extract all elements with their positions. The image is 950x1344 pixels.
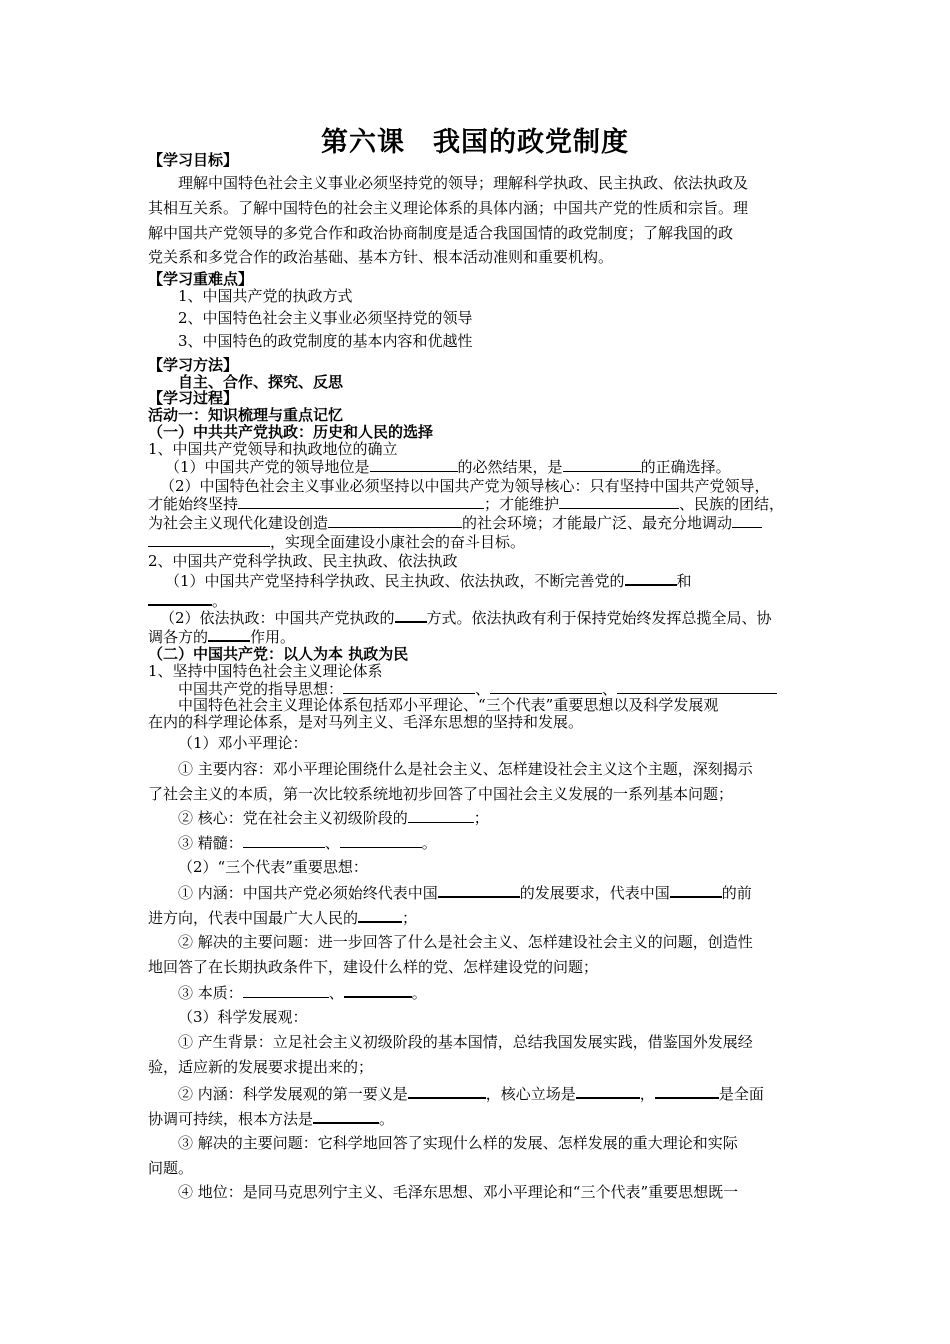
method-text: 自主、合作、探究、反思 (178, 373, 344, 391)
fill-line (148, 907, 417, 928)
fill-text: ； (402, 909, 418, 927)
fill-text: 调各方的 (148, 628, 209, 646)
fill-text: 和 (676, 572, 692, 590)
fill-text: ② 核心：党在社会主义初级阶段的 (178, 809, 408, 827)
answer-blank[interactable] (563, 457, 641, 472)
fill-text: ； (473, 809, 489, 827)
keypoints-header: 【学习重难点】 (148, 270, 254, 288)
fill-text: 中国共产党的指导思想： (178, 680, 344, 698)
section-heading: （二）中国共产党：以人为本 执政为民 (148, 645, 409, 663)
paragraph: ③ 解决的主要问题：它科学地回答了实现什么样的发展、怎样发展的重大理论和实际 (178, 1134, 738, 1152)
answer-blank[interactable] (732, 513, 762, 528)
fill-text: ，核心立场是 (485, 1085, 576, 1103)
answer-blank[interactable] (328, 513, 462, 528)
fill-line (148, 494, 784, 514)
fill-text: 、 (602, 680, 618, 698)
objectives-line: 其相互关系。了解中国特色的社会主义理论体系的具体内涵；中国共产党的性质和宗旨。理 (148, 199, 749, 217)
fill-text: 、 (324, 834, 340, 852)
fill-line (178, 808, 489, 828)
paragraph: ① 产生背景：立足社会主义初级阶段的基本国情，总结我国发展实践，借鉴国外发展经 (178, 1033, 753, 1051)
objectives-header: 【学习目标】 (148, 151, 239, 169)
process-header: 【学习过程】 (148, 389, 239, 407)
fill-line (148, 1108, 394, 1129)
subsection-label: （2）“三个代表”重要思想： (178, 858, 368, 876)
fill-text: 是全面 (718, 1085, 764, 1103)
answer-blank[interactable] (576, 1083, 640, 1099)
answer-blank[interactable] (655, 1083, 719, 1099)
fill-text: 的必然结果，是 (457, 458, 563, 476)
objectives-line: 解中国共产党领导的多党合作和政治协商制度是适合我国国情的政党制度；了解我国的政 (148, 224, 734, 242)
paragraph: 2、中国共产党科学执政、民主执政、依法执政 (148, 552, 458, 570)
fill-line (165, 570, 692, 591)
fill-text: ② 内涵：科学发展观的第一要义是 (178, 1085, 408, 1103)
answer-blank[interactable] (370, 457, 458, 472)
answer-blank[interactable] (625, 570, 677, 586)
method-header: 【学习方法】 (148, 356, 239, 374)
paragraph: 1、坚持中国特色社会主义理论体系 (148, 662, 383, 680)
paragraph: 中国特色社会主义理论体系包括邓小平理论、“三个代表”重要思想以及科学发展观 (178, 696, 719, 714)
answer-blank[interactable] (344, 982, 412, 998)
paragraph: 1、中国共产党领导和执政地位的确立 (148, 440, 398, 458)
answer-blank[interactable] (395, 607, 427, 623)
answer-blank[interactable] (559, 494, 679, 509)
answer-blank[interactable] (148, 532, 270, 547)
answer-blank[interactable] (670, 882, 722, 898)
answer-blank[interactable] (438, 882, 520, 898)
objectives-line: 党关系和多党合作的政治基础、基本方针、根本活动准则和重要机构。 (148, 248, 614, 266)
subsection-label: （1）邓小平理论： (178, 734, 308, 752)
paragraph: ② 解决的主要问题：进一步回答了什么是社会主义、怎样建设社会主义的问题，创造性 (178, 933, 753, 951)
fill-text: 的正确选择。 (640, 458, 731, 476)
fill-text: 方式。依法执政有利于保持党始终发挥总揽全局、协 (426, 609, 772, 627)
keypoint-item: 1、中国共产党的执政方式 (178, 287, 353, 305)
fill-text: 为社会主义现代化建设创造 (148, 514, 329, 532)
paragraph: ① 主要内容：邓小平理论围绕什么是社会主义、怎样建设社会主义这个主题，深刻揭示 (178, 760, 753, 778)
answer-blank[interactable] (148, 590, 212, 606)
answer-blank[interactable] (490, 679, 602, 694)
fill-line (178, 1083, 764, 1104)
fill-line (178, 833, 437, 853)
answer-blank[interactable] (617, 679, 777, 694)
fill-text: 进方向，代表中国最广大人民的 (148, 909, 359, 927)
paragraph: 问题。 (148, 1159, 194, 1177)
fill-text: 、 (475, 680, 491, 698)
fill-text: 、 (328, 984, 344, 1002)
fill-text: ③ 精髓： (178, 834, 243, 852)
fill-text: ，实现全面建设小康社会的奋斗目标。 (270, 533, 526, 551)
activity-heading: 活动一：知识梳理与重点记忆 (148, 406, 344, 424)
fill-text: 的发展要求，代表中国 (519, 884, 670, 902)
fill-line (148, 532, 525, 552)
paragraph: 了社会主义的本质，第一次比较系统地初步回答了中国社会主义发展的一系列基本问题； (148, 785, 734, 803)
fill-text: 。 (212, 592, 228, 610)
fill-text: （1）中国共产党的领导地位是 (165, 458, 370, 476)
fill-text: 才能始终坚持 (148, 495, 239, 513)
section-heading: （一）中共共产党执政：历史和人民的选择 (148, 423, 434, 441)
answer-blank[interactable] (408, 1083, 486, 1099)
fill-text: （1）中国共产党坚持科学执政、民主执政、依法执政，不断完善党的 (165, 572, 625, 590)
fill-text: 。 (411, 984, 427, 1002)
answer-blank[interactable] (313, 1108, 379, 1124)
fill-text: 作用。 (250, 628, 296, 646)
answer-blank[interactable] (238, 494, 484, 509)
fill-text: ；才能维护 (484, 495, 560, 513)
paragraph: 地回答了在长期执政条件下，建设什么样的党、怎样建设党的问题； (148, 958, 599, 976)
fill-line (178, 982, 427, 1003)
page-title: 第六课 我国的政党制度 (321, 127, 629, 158)
fill-text: 。 (379, 1110, 395, 1128)
answer-blank[interactable] (343, 679, 475, 694)
fill-line (148, 513, 762, 533)
fill-text: ③ 本质： (178, 984, 243, 1002)
paragraph: 在内的科学理论体系，是对马列主义、毛泽东思想的坚持和发展。 (148, 713, 584, 731)
fill-text: ， (639, 1085, 655, 1103)
fill-text: （2）依法执政：中国共产党执政的 (160, 609, 395, 627)
objectives-line: 理解中国特色社会主义事业必须坚持党的领导；理解科学执政、民主执政、依法执政及 (178, 174, 749, 192)
keypoint-item: 3、中国特色的政党制度的基本内容和优越性 (178, 332, 473, 350)
paragraph: ④ 地位：是同马克思列宁主义、毛泽东思想、邓小平理论和“三个代表”重要思想既一 (178, 1183, 739, 1201)
fill-line (178, 882, 752, 903)
fill-text: 、民族的团结， (679, 495, 785, 513)
answer-blank[interactable] (243, 983, 329, 998)
fill-text: 的前 (721, 884, 752, 902)
fill-line (165, 457, 731, 477)
answer-blank[interactable] (208, 626, 250, 642)
answer-blank[interactable] (243, 833, 325, 848)
subsection-label: （3）科学发展观： (178, 1008, 308, 1026)
fill-text: 协调可持续，根本方法是 (148, 1110, 314, 1128)
fill-text: 。 (421, 834, 437, 852)
answer-blank[interactable] (408, 808, 474, 823)
fill-line (160, 607, 772, 628)
answer-blank[interactable] (358, 907, 402, 923)
keypoint-item: 2、中国特色社会主义事业必须坚持党的领导 (178, 309, 473, 327)
answer-blank[interactable] (340, 833, 422, 848)
fill-text: 的社会环境；才能最广泛、最充分地调动 (462, 514, 733, 532)
paragraph: 验，适应新的发展要求提出来的； (148, 1058, 374, 1076)
fill-text: ① 内涵：中国共产党必须始终代表中国 (178, 884, 438, 902)
paragraph: （2）中国特色社会主义事业必须坚持以中国共产党为领导核心：只有坚持中国共产党领导， (160, 477, 770, 495)
